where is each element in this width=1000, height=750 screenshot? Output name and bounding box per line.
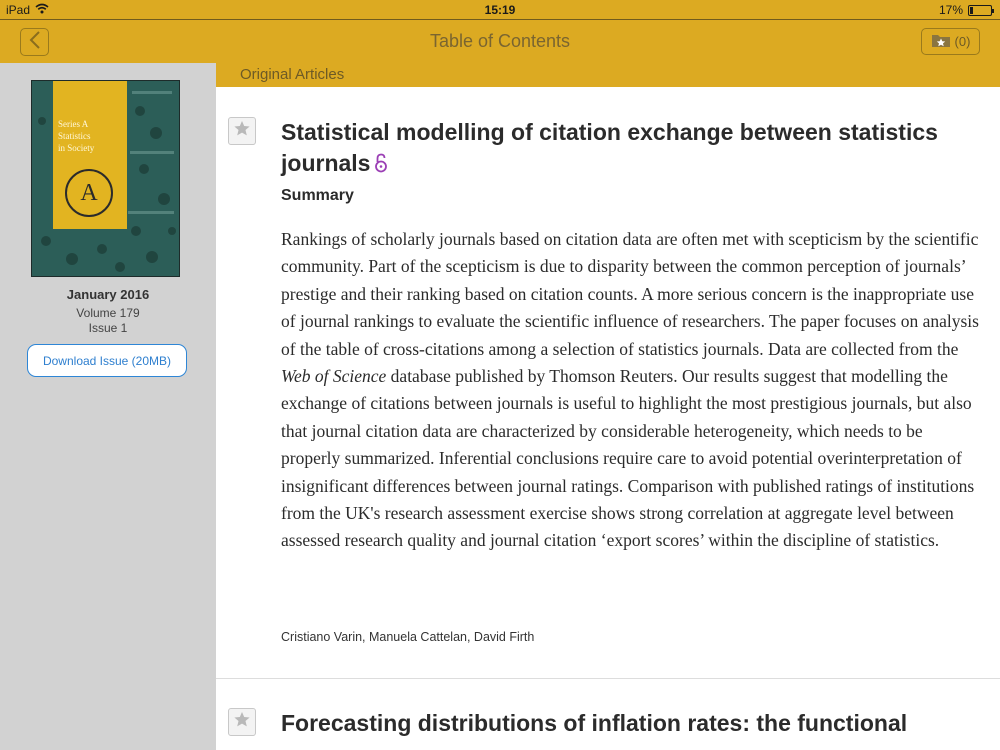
page-title: Table of Contents (429, 31, 571, 51)
article-authors: Cristiano Varin, Manuela Cattelan, David Firth (281, 630, 535, 644)
summary-heading: Summary (281, 187, 354, 204)
battery-fill (970, 7, 973, 14)
favorite-star-button[interactable] (228, 117, 256, 145)
section-header (216, 63, 1000, 87)
status-bar (0, 0, 1000, 20)
issue-sidebar (0, 63, 216, 750)
status-right (939, 3, 992, 17)
issue-volume: Volume 179 (76, 306, 140, 320)
article-title-line: journals (281, 150, 371, 176)
starred-folder-icon (931, 32, 951, 51)
favorite-star-button[interactable] (228, 708, 256, 736)
cover-title-line: in Society (58, 143, 95, 153)
article-abstract (281, 226, 981, 555)
navigation-bar (0, 20, 1000, 63)
abstract-italic-text: Web of Science (281, 366, 387, 387)
favorites-button[interactable] (921, 28, 980, 55)
article-list (216, 87, 1000, 750)
section-label: Original Articles (240, 66, 345, 83)
favorites-count: (0) (954, 34, 971, 49)
download-issue-button[interactable]: Download Issue (20MB) (27, 344, 187, 377)
article-divider (216, 678, 1000, 679)
cover-title-line: Statistics (58, 131, 91, 141)
clock: 15:19 (484, 3, 516, 17)
open-access-lock-icon (374, 150, 388, 181)
abstract-text: database published by Thomson Reuters. Our results suggest that modelling the exchange of citations between journals is useful to highlight the most prestigious journals, but also that journal citation data are characterized by considerable heterogeneity, which needs to be properly summarized. Inferential conclusions require care to avoid potential overinterpretation of insignificant differences between journal ratings. Comparison with published ratings of institutions from the UK's research assessment exercise shows strong correlation at aggregate level between assessed research quality and journal citation ‘export scores’ within the discipline of statistics. (281, 366, 975, 551)
issue-number: Issue 1 (88, 321, 128, 335)
star-icon (233, 120, 251, 142)
battery-icon (968, 5, 992, 16)
article-title[interactable]: Forecasting distributions of inflation rates: the functional (281, 710, 908, 736)
cover-seal: A (65, 169, 113, 217)
abstract-text: Rankings of scholarly journals based on citation data are often met with scepticism by the scientific community. Part of the scepticism is due to disparity between the common perception of journals’ prestige and their ranking based on citation counts. A more serious concern is the inappropriate use of journal rankings to evaluate the scientific influence of researchers. The paper focuses on analysis of the table of cross-citations among a selection of statistics journals. Data are collected from the (281, 229, 979, 359)
issue-date: January 2016 (66, 287, 150, 302)
device-name: iPad (6, 3, 31, 17)
cover-title-line: Series A (58, 119, 89, 129)
article-title[interactable] (281, 117, 971, 181)
article-title-line: Statistical modelling of citation exchange between statistics (281, 119, 938, 145)
star-icon (233, 711, 251, 733)
issue-cover-image[interactable] (31, 80, 180, 277)
battery-percent: 17% (938, 3, 963, 17)
